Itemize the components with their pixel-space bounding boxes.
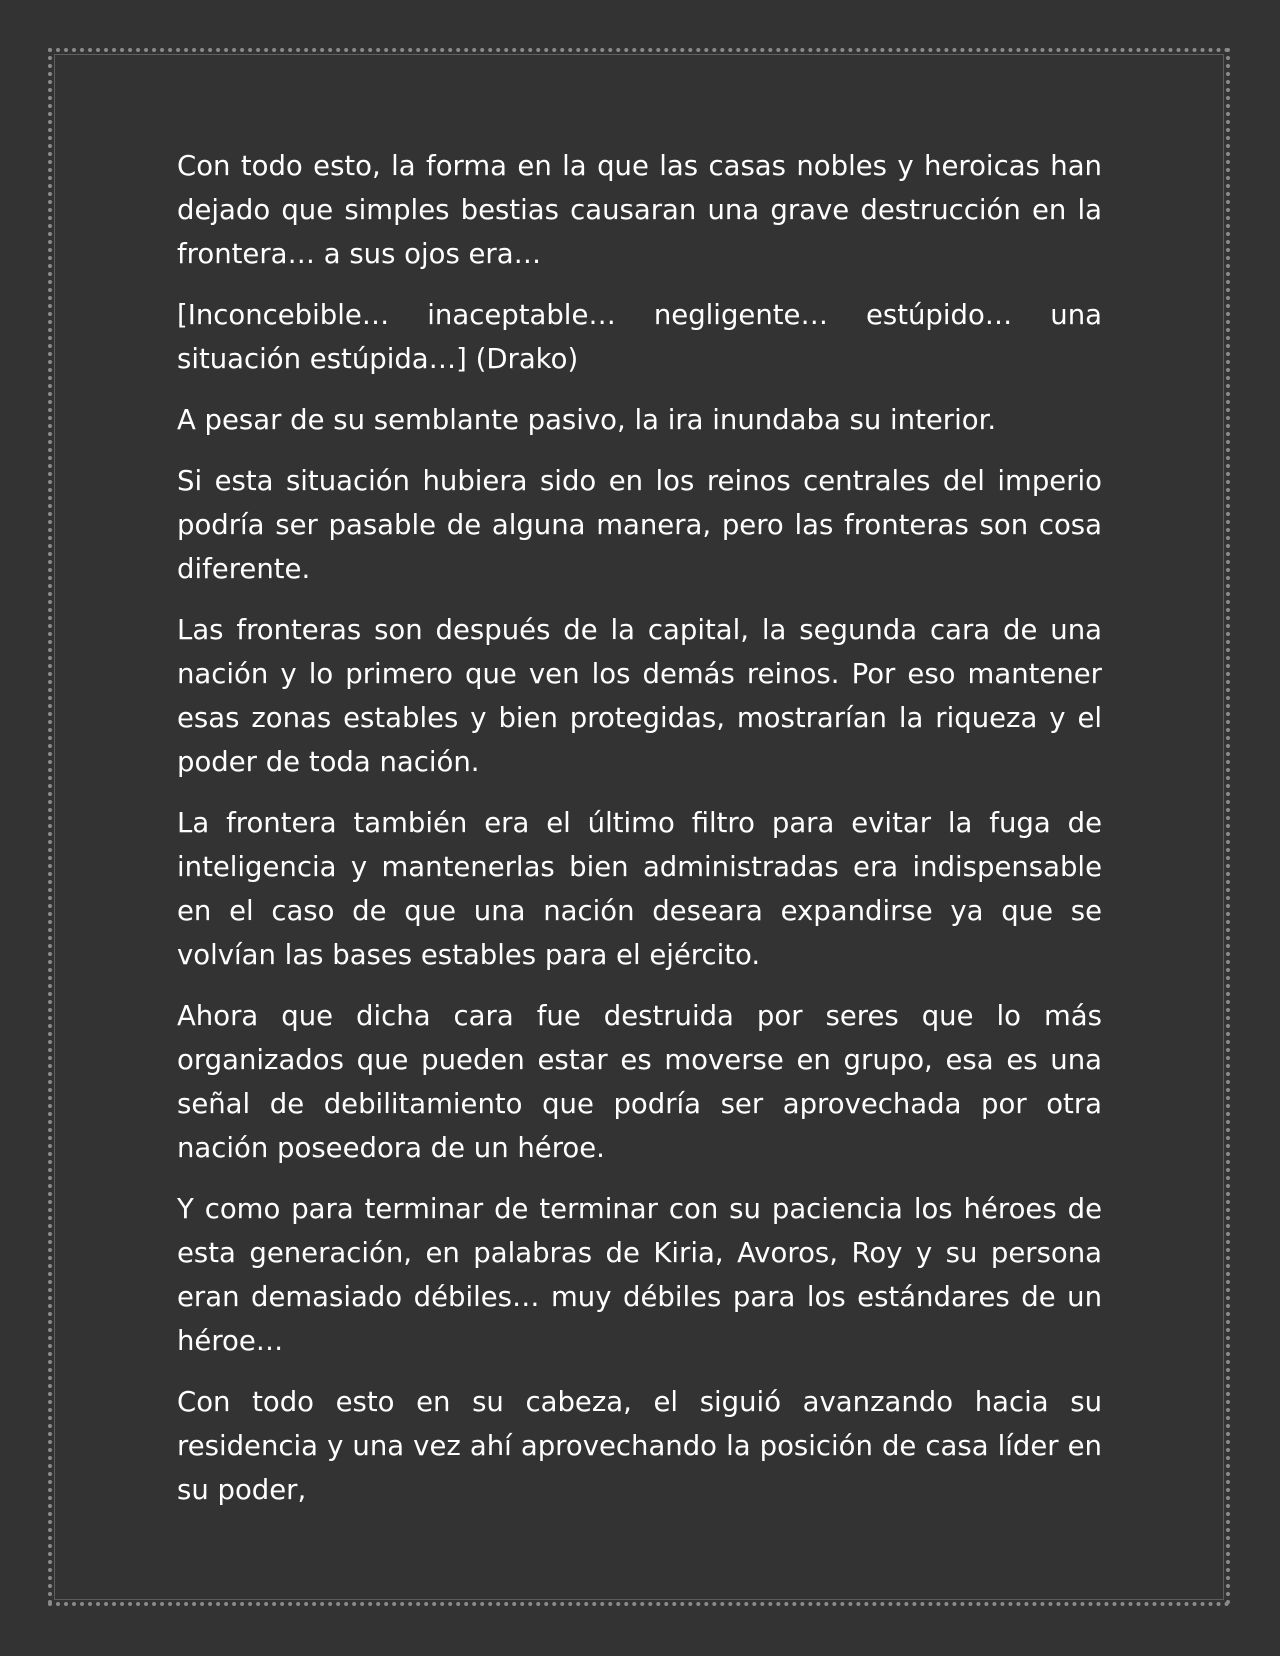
paragraph: A pesar de su semblante pasivo, la ira inundaba su interior. [177, 404, 997, 436]
paragraph: Y como para terminar de terminar con su paciencia los héroes de esta generación, en palabras de Kiria, Avoros, Roy y su persona eran demasiado débiles… muy débiles para los estándares de un héroe… [177, 1193, 1102, 1357]
paragraph: [Inconcebible… inaceptable… negligente… estúpido… una situación estúpida…] (Drako) [177, 299, 1102, 375]
paragraph: Ahora que dicha cara fue destruida por seres que lo más organizados que pueden estar es moverse en grupo, esa es una señal de debilitamiento que podría ser aprovechada por otra nación poseedora de un héroe. [177, 1000, 1102, 1164]
paragraph: Con todo esto en su cabeza, el siguió avanzando hacia su residencia y una vez ahí aprovechando la posición de casa líder en su poder, [177, 1386, 1102, 1506]
paragraph: La frontera también era el último filtro para evitar la fuga de inteligencia y mantenerlas bien administradas era indispensable en el caso de que una nación deseara expandirse ya que se volvían las bases estables para el ejército. [177, 807, 1102, 971]
paragraph: Con todo esto, la forma en la que las casas nobles y heroicas han dejado que simples bestias causaran una grave destrucción en la frontera… a sus ojos era… [177, 150, 1102, 270]
paragraph: Las fronteras son después de la capital, la segunda cara de una nación y lo primero que ven los demás reinos. Por eso mantener esas zonas estables y bien protegidas, mostrarían la riqueza y el poder de toda nación. [177, 614, 1102, 778]
page-body [177, 144, 1102, 1529]
paragraph: Si esta situación hubiera sido en los reinos centrales del imperio podría ser pasable de alguna manera, pero las fronteras son cosa diferente. [177, 465, 1102, 585]
